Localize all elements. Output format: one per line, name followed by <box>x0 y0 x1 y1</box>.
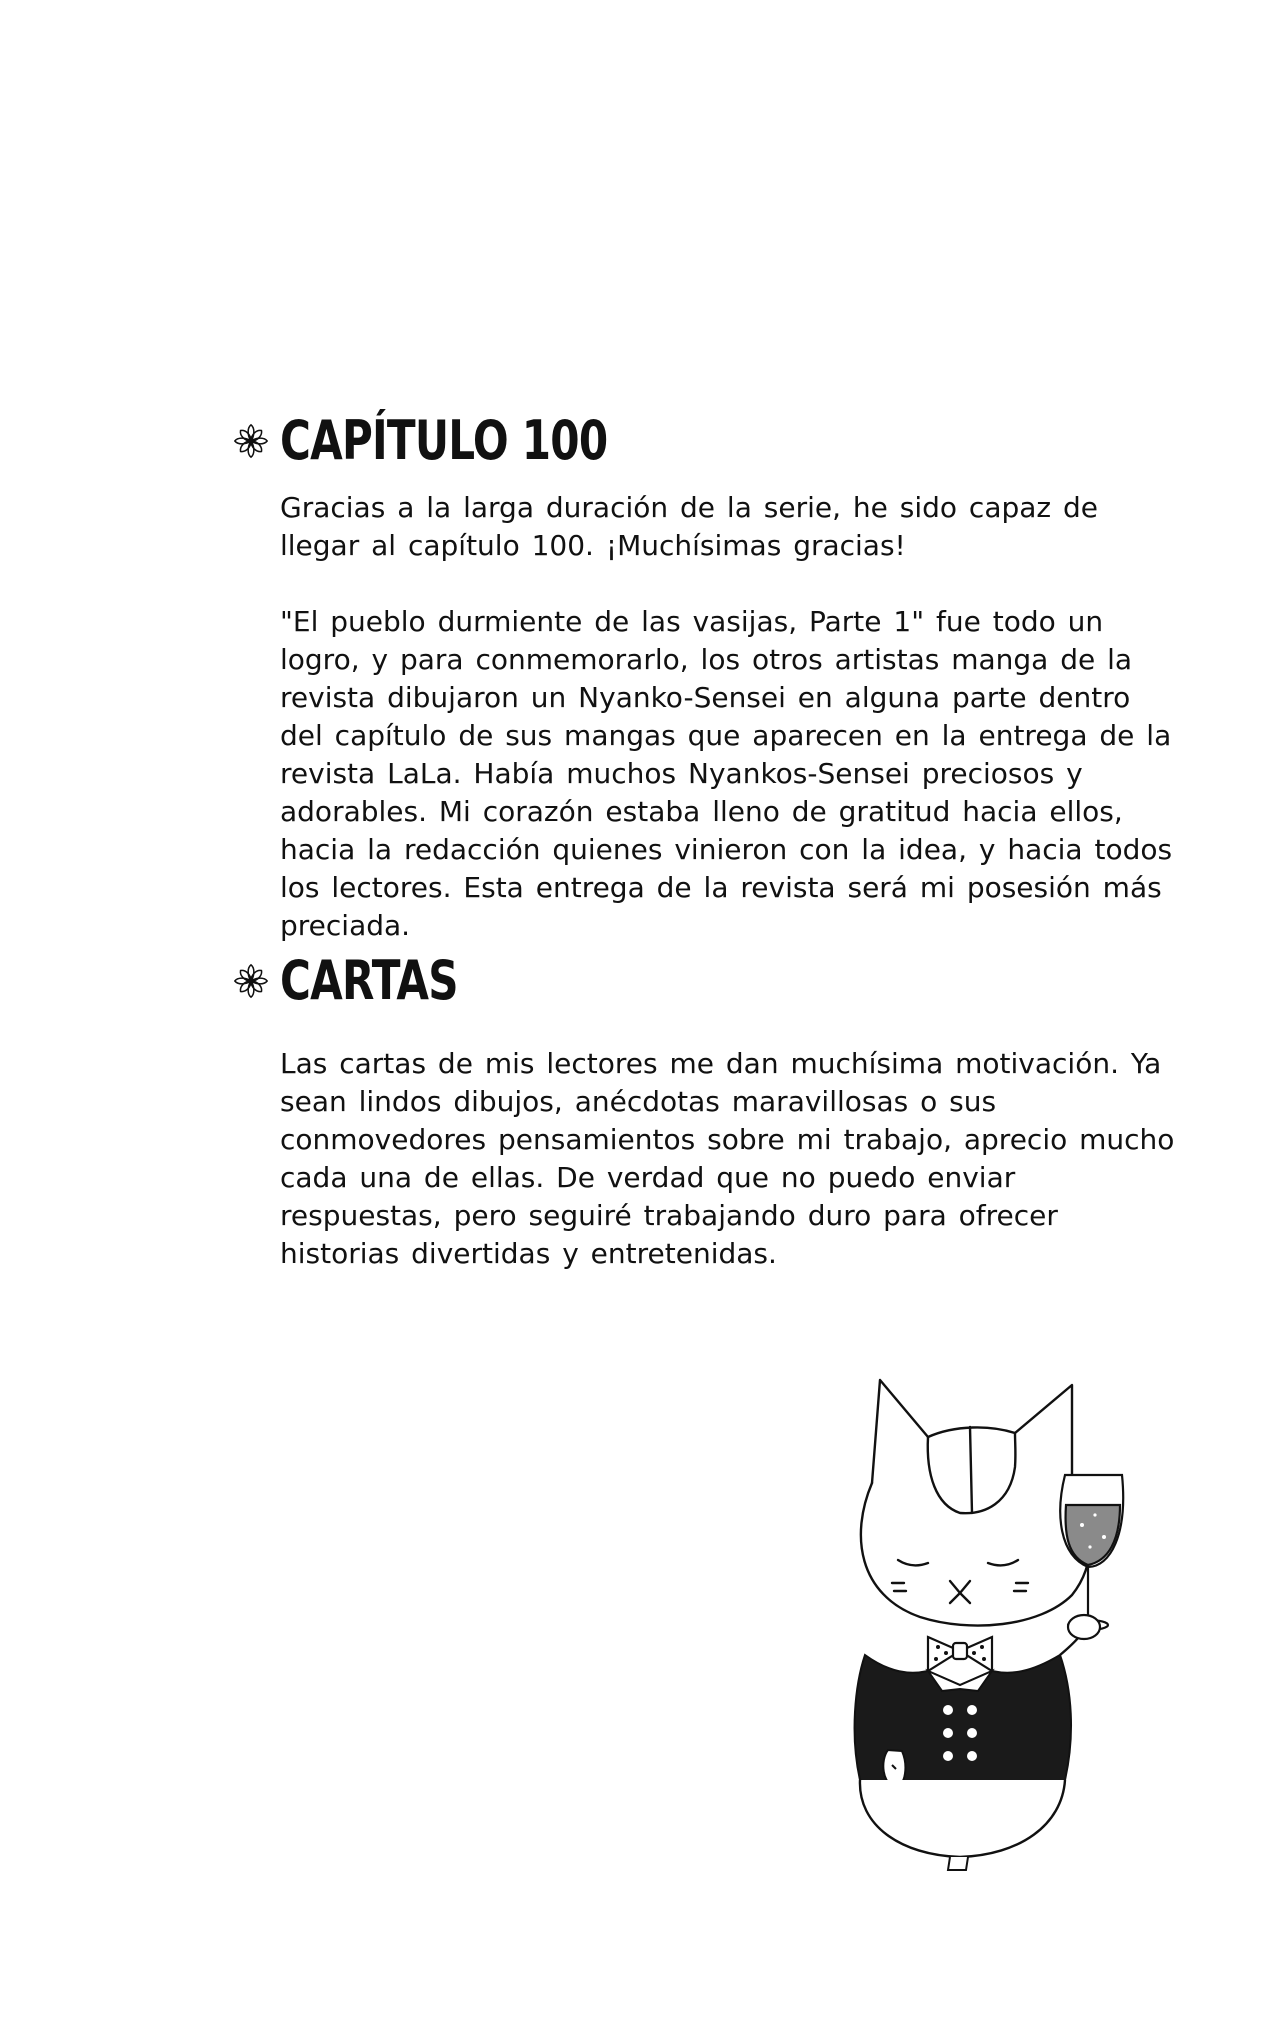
heading-capitulo-100: CAPÍTULO 100 <box>280 409 608 472</box>
paragraph: "El pueblo durmiente de las vasijas, Parte 1" fue todo un logro, y para conmemorarlo, los otros artistas manga de la revista dibujaron un Nyanko-Sensei en alguna parte dentro del capítulo de sus mangas que aparecen en la entrega de la revista LaLa. Había muchos Nyankos-Sensei preciosos y adorables. Mi corazón estaba lleno de gratitud hacia ellos, hacia la redacción quienes vinieron con la idea, y hacia todos los lectores. Esta entrega de la revista será mi posesión más preciada. <box>280 605 1173 942</box>
flower-icon <box>232 962 270 1000</box>
heading-cartas: CARTAS <box>280 949 458 1012</box>
section-cartas <box>232 945 1192 1273</box>
flower-icon <box>232 422 270 460</box>
section-heading <box>232 405 1192 477</box>
section-chapter-100 <box>232 405 1192 945</box>
paragraph: Las cartas de mis lectores me dan muchísima motivación. Ya sean lindos dibujos, anécdotas maravillosas o sus conmovedores pensamientos sobre mi trabajo, aprecio mucho cada una de ellas. De verdad que no puedo enviar respuestas, pero seguiré trabajando duro para ofrecer historias divertidas y entretenidas. <box>280 1047 1175 1270</box>
paragraph: Gracias a la larga duración de la serie, he sido capaz de llegar al capítulo 100. ¡Muchísimas gracias! <box>280 491 1099 562</box>
section-heading <box>232 945 1192 1017</box>
cat-illustration <box>810 1355 1150 1875</box>
